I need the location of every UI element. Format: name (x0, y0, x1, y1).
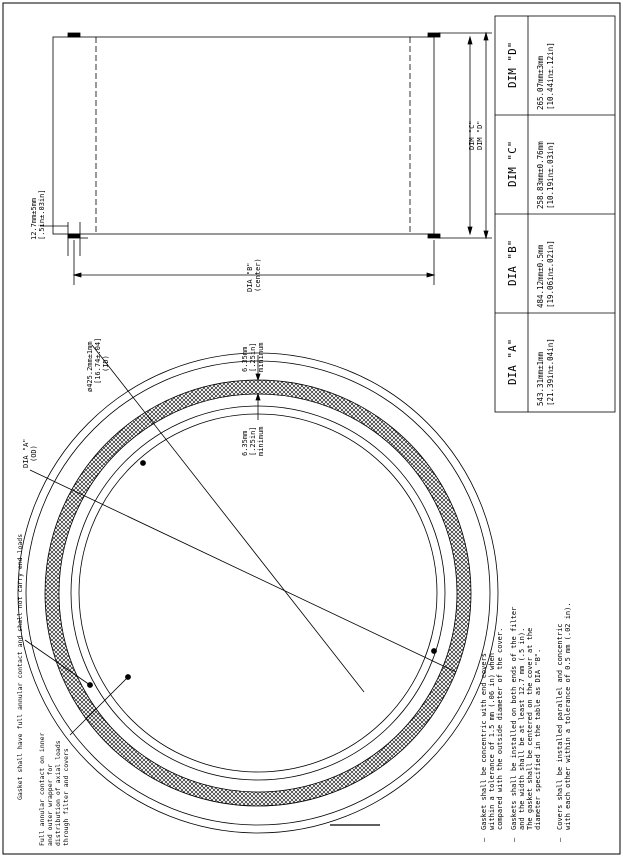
dim-c-side-label: DIM "C" (468, 120, 476, 150)
dia-b-center-label: (center) (254, 258, 262, 292)
plan-view (18, 345, 498, 833)
table-dim-c-mm: 258.83mm±0.76mm (536, 141, 545, 209)
note-1-line-3: compared with the outside diameter of the cover. (496, 627, 504, 830)
gap-bottom-in: [.25in] (249, 426, 257, 456)
table-header-dia-a: DIA "A" (506, 338, 519, 385)
table-dim-d-mm: 265.07mm±3mm (536, 55, 545, 110)
note-2-line-2: and the width shall be at least 12.7 mm (.5 in). (518, 627, 526, 830)
gap-top-mm: 6.35mm (241, 346, 249, 372)
note-1-dash: – (480, 837, 488, 842)
dia-a-plan-label: DIA "A" (22, 438, 30, 468)
note-3-dash: – (556, 837, 564, 842)
dim-d-side-label: DIM "D" (476, 120, 484, 150)
gasket-bottom-left (68, 234, 80, 238)
table-header-dia-b: DIA "B" (506, 239, 519, 286)
note-2-line-1: Gaskets shall be installed on both ends of the filter (510, 606, 518, 830)
inner-wrapper-ring (71, 406, 445, 780)
gap-top-min: minimum (257, 342, 265, 372)
table-dia-a-in: [21.39in±.04in] (546, 338, 555, 406)
note-2-line-4: diameter specified in the table as DIA "B". (534, 648, 542, 830)
table-header-dim-c: DIM "C" (506, 140, 519, 187)
table-dim-c-in: [10.19in±.03in] (546, 141, 555, 209)
dia-inner-id-label: (ID) (102, 355, 110, 372)
full-annular-line-1: Full annular contact on inner (38, 732, 46, 846)
note-1-line-2: within a tolerance of 1.5 mm (.06 in) when (488, 652, 496, 830)
table-dia-b-in: [19.06in±.02in] (546, 240, 555, 308)
table-dia-a-mm: 543.31mm±1mm (536, 351, 545, 406)
gap-top-in: [.25in] (249, 342, 257, 372)
table-dim-d-in: [10.44in±.12in] (546, 42, 555, 110)
note-2-dash: – (510, 837, 518, 842)
note-3-line-2: with each other within a tolerance of 0.5 mm (.02 in). (564, 602, 572, 830)
gasket-top-right (428, 33, 440, 37)
full-annular-line-4: through filter and covers (62, 748, 70, 846)
dia-a-od-label: (OD) (30, 445, 38, 462)
note-1-line-1: Gasket shall be concentric with end covers (480, 652, 488, 830)
dia-b-label: DIA "B" (246, 262, 254, 292)
full-annular-line-2: and outer wrapper for (46, 763, 54, 846)
gap-bottom-mm: 6.35mm (241, 430, 249, 456)
gasket-contact-note: Gasket shall have full annular contact and shall not carry end loads (16, 533, 24, 800)
gasket-bottom-right (428, 234, 440, 238)
outer-cover-ring (18, 353, 498, 833)
gasket-width-in: [.5in±.03in] (38, 189, 46, 240)
gap-bottom-min: minimum (257, 426, 265, 456)
full-annular-line-3: distribution of axial loads (54, 740, 62, 846)
note-3-line-1: Covers shall be installed parallel and concentric (556, 623, 564, 830)
note-2-line-3: The gasket shall be centered on the cover at the (526, 627, 534, 830)
filter-body (53, 37, 434, 234)
gasket-top-left (68, 33, 80, 37)
table-dia-b-mm: 484.12mm±0.5mm (536, 244, 545, 308)
dia-a-leader (30, 470, 456, 672)
dia-inner-label: ø425.2mm±1mm (86, 341, 94, 392)
table-header-dim-d: DIM "D" (506, 41, 519, 88)
side-view (40, 33, 492, 285)
dia-inner-in-label: [16.74±.04] (94, 337, 102, 384)
gasket-width-mm: 12.7mm±5mm (30, 197, 38, 240)
